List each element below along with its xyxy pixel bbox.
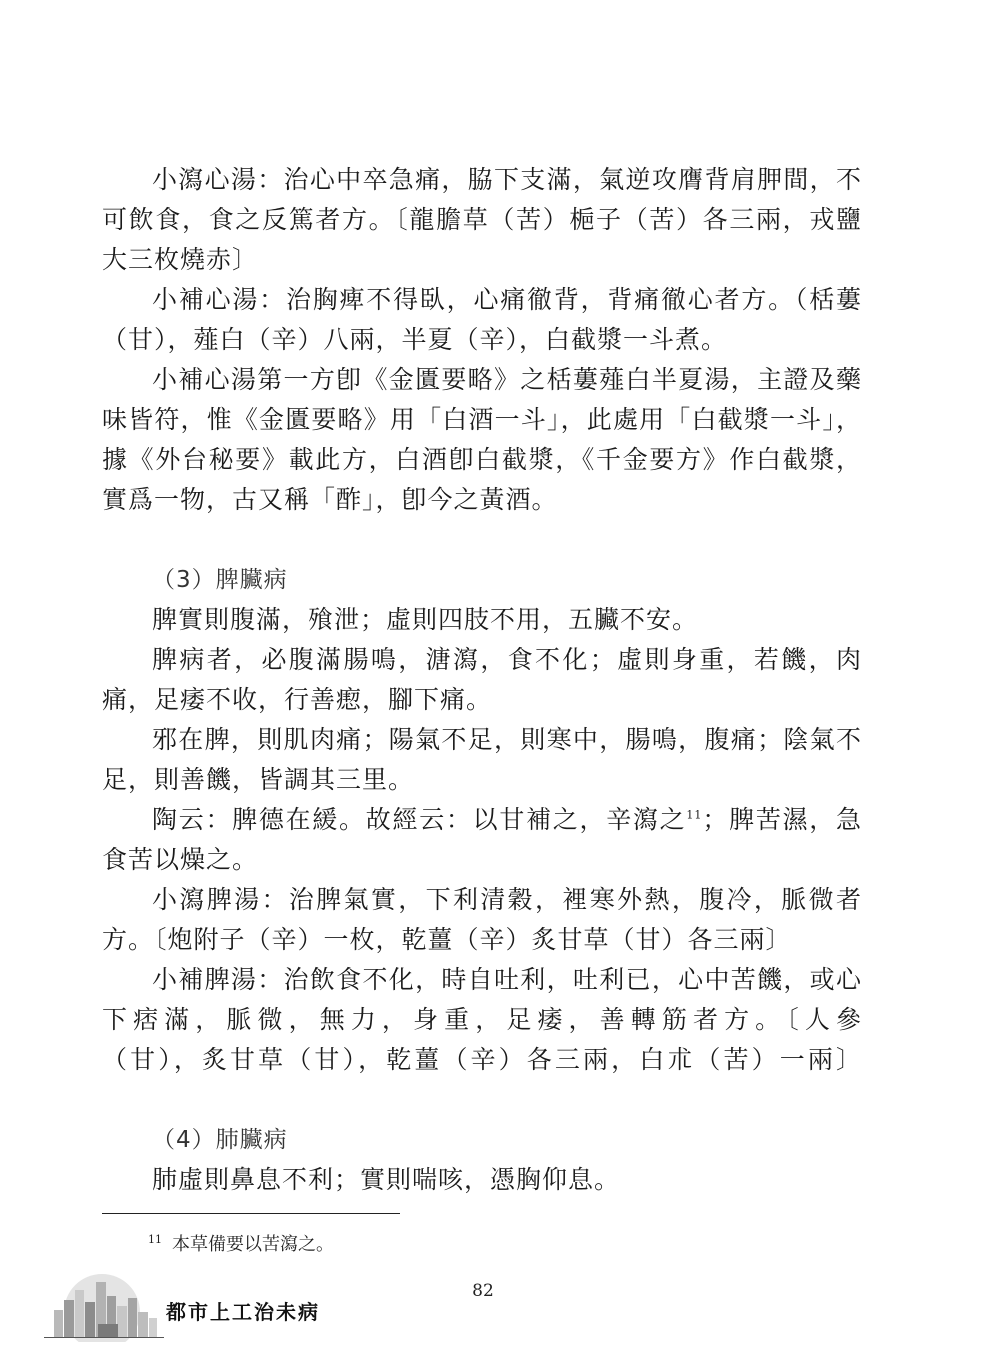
book-title: 都市上工治未病 <box>166 1300 320 1324</box>
paragraph-lung-1: 肺虛則鼻息不利；實則喘咳，憑胸仰息。 <box>152 1165 621 1194</box>
footnote <box>148 1228 334 1257</box>
paragraph-spleen-2: 脾病者，必腹滿腸鳴，溏瀉，食不化；虛則身重，若饑，肉痛，足痿不收，行善瘛，腳下痛。 <box>102 645 862 714</box>
footnote-divider <box>102 1213 400 1214</box>
section-heading-spleen: （3）脾臟病 <box>152 567 288 593</box>
paragraph-spleen-3: 邪在脾，則肌肉痛；陽氣不足，則寒中，腸鳴，腹痛；陰氣不足，則善饑，皆調其三里。 <box>102 725 862 794</box>
paragraph-xiaobu-pi <box>102 960 862 1080</box>
city-skyline-logo <box>44 1272 164 1342</box>
section-gap <box>102 520 862 560</box>
footnote-number: 11 <box>148 1233 162 1246</box>
section-heading-lung: （4）肺臟病 <box>152 1127 288 1153</box>
footnote-reference[interactable]: 11 <box>686 808 703 822</box>
xiaobu-pi-line-2: 下痞滿，脈微，無力，身重，足痿，善轉筋者方。〔人參 <box>102 1005 862 1034</box>
paragraph-tao <box>102 800 862 880</box>
tao-text-before: 陶云：脾德在緩。故經云：以甘補之，辛瀉之 <box>152 805 687 834</box>
paragraph-xiaoxie-xin: 小瀉心湯：治心中卒急痛，脇下支滿，氣逆攻膺背肩胛間，不可飲食，食之反篤者方。〔龍膽草（苦）梔子（苦）各三兩，戎鹽大三枚燒赤〕 <box>102 165 862 274</box>
paragraph-spleen-1: 脾實則腹滿，飱泄；虛則四肢不用，五臟不安。 <box>152 605 699 634</box>
body-text <box>102 160 862 1200</box>
tao-text-after: ；脾苦濕，急食苦以燥之。 <box>102 805 862 874</box>
paragraph-xiaobu-xin: 小補心湯：治胸痺不得臥，心痛徹背，背痛徹心者方。（栝蔞（甘），薤白（辛）八兩，半夏（辛），白截漿一斗煮。 <box>102 285 862 354</box>
xiaobu-pi-line-3: （甘），炙甘草（甘），乾薑（辛）各三兩，白朮（苦）一兩〕 <box>102 1045 862 1074</box>
paragraph-xiaoxie-pi: 小瀉脾湯：治脾氣實，下利清穀，裡寒外熱，腹冷，脈微者方。〔炮附子（辛）一枚，乾薑（辛）炙甘草（甘）各三兩〕 <box>102 885 862 954</box>
page-number: 82 <box>472 1281 494 1301</box>
footer-divider <box>44 1337 164 1338</box>
paragraph-commentary: 小補心湯第一方卽《金匱要略》之栝蔞薤白半夏湯，主證及藥味皆符，惟《金匱要略》用「白酒一斗」，此處用「白截漿一斗」，據《外台秘要》載此方，白酒卽白截漿，《千金要方》作白截漿，實爲一物，古又稱「酢」，卽今之黃酒。 <box>102 365 862 514</box>
xiaobu-pi-line-1: 小補脾湯：治飲食不化，時自吐利，吐利已，心中苦饑，或心 <box>152 965 862 994</box>
section-gap <box>102 1080 862 1120</box>
footnote-text: 本草備要以苦瀉之。 <box>172 1234 334 1255</box>
